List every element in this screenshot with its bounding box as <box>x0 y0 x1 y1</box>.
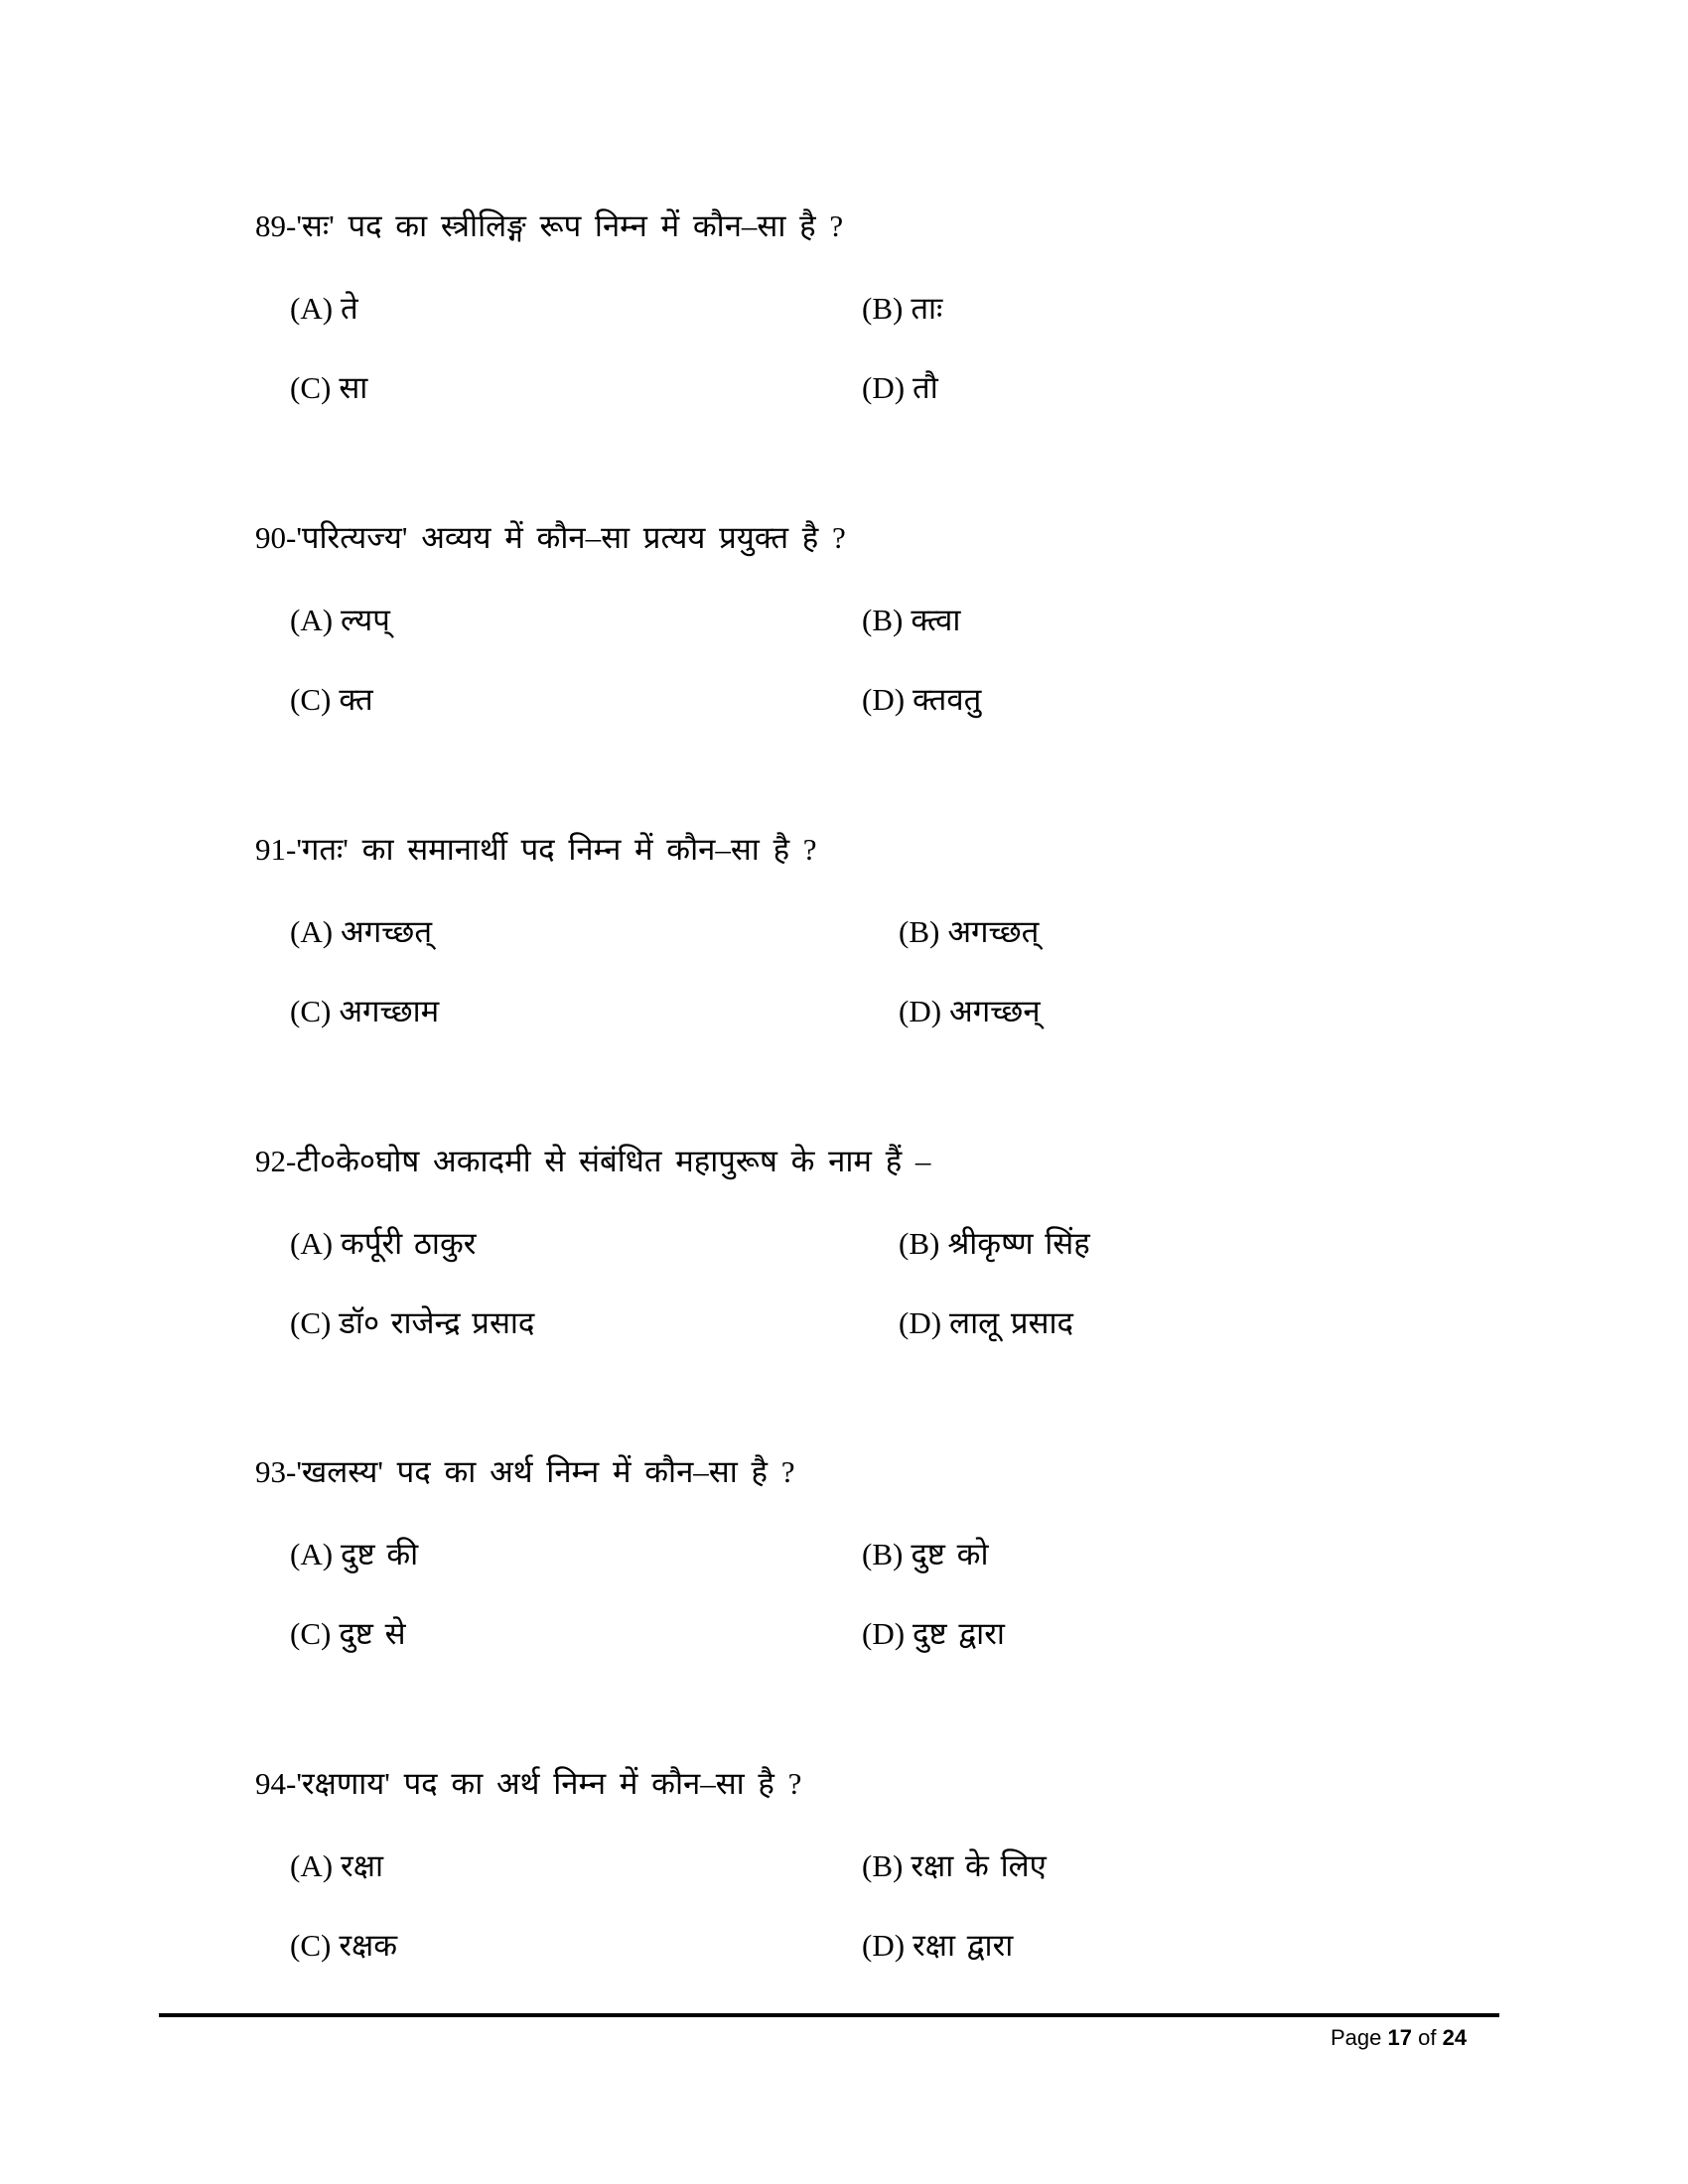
of-word: of <box>1418 2025 1437 2050</box>
option-text: दुष्ट द्वारा <box>913 1616 1005 1651</box>
option-b <box>862 289 942 329</box>
option-a <box>290 601 390 640</box>
option-d <box>862 1614 1005 1654</box>
option-label: (D) <box>862 370 906 405</box>
question-number: 89- <box>255 208 297 243</box>
option-a <box>290 912 432 952</box>
option-label: (A) <box>290 1848 334 1883</box>
question-text <box>255 518 846 558</box>
option-text: सा <box>339 370 368 405</box>
option-text: अगच्छन् <box>949 994 1041 1028</box>
option-label: (C) <box>290 370 332 405</box>
question-prompt: 'रक्षणाय' पद का अर्थ निम्न में कौन–सा है ? <box>296 1766 802 1801</box>
option-label: (B) <box>899 914 940 949</box>
question-number: 93- <box>255 1454 297 1489</box>
option-label: (D) <box>862 1616 906 1651</box>
option-c <box>290 1614 406 1654</box>
option-d <box>862 680 981 720</box>
option-text: क्तवतु <box>913 682 982 717</box>
option-text: रक्षा द्वारा <box>913 1928 1014 1963</box>
option-label: (A) <box>290 603 334 637</box>
option-label: (B) <box>862 291 904 326</box>
option-b <box>899 912 1039 952</box>
option-text: ते <box>341 291 358 326</box>
option-label: (C) <box>290 1305 332 1340</box>
option-text: दुष्ट की <box>341 1537 419 1571</box>
question-prompt: टी०के०घोष अकादमी से संबंधित महापुरूष के नाम हैं – <box>296 1144 931 1178</box>
option-c <box>290 680 373 720</box>
question-prompt: 'सः' पद का स्त्रीलिङ्ग रूप निम्न में कौन–सा है ? <box>296 208 844 243</box>
question-text <box>255 830 817 870</box>
option-label: (A) <box>290 1226 334 1261</box>
option-text: क्त्वा <box>911 603 961 637</box>
option-text: रक्षा के लिए <box>911 1848 1047 1883</box>
question-number: 92- <box>255 1144 297 1178</box>
page-number <box>1331 2025 1467 2051</box>
option-label: (D) <box>862 1928 906 1963</box>
option-text: कर्पूरी ठाकुर <box>341 1226 477 1261</box>
footer-divider <box>159 2013 1499 2017</box>
option-a <box>290 1224 476 1264</box>
question-number: 94- <box>255 1766 297 1801</box>
option-label: (A) <box>290 291 334 326</box>
option-text: लालू प्रसाद <box>949 1305 1073 1340</box>
option-text: क्त <box>339 682 373 717</box>
option-b <box>899 1224 1090 1264</box>
option-text: ल्यप् <box>341 603 390 637</box>
option-c <box>290 368 367 408</box>
option-text: रक्षक <box>339 1928 398 1963</box>
page-word: Page <box>1331 2025 1382 2050</box>
option-label: (A) <box>290 1537 334 1571</box>
option-c <box>290 1926 397 1966</box>
option-text: दुष्ट से <box>339 1616 406 1651</box>
option-d <box>862 1926 1013 1966</box>
option-text: तौ <box>913 370 938 405</box>
option-text: ताः <box>911 291 943 326</box>
option-label: (B) <box>862 1848 904 1883</box>
option-text: रक्षा <box>341 1848 383 1883</box>
option-b <box>862 1535 988 1574</box>
option-text: दुष्ट को <box>911 1537 989 1571</box>
current-page: 17 <box>1387 2025 1412 2050</box>
option-label: (D) <box>899 1305 942 1340</box>
option-text: अगच्छत् <box>341 914 432 949</box>
option-text: अगच्छत् <box>947 914 1040 949</box>
question-prompt: 'गतः' का समानार्थी पद निम्न में कौन–सा है ? <box>296 832 817 867</box>
question-prompt: 'खलस्य' पद का अर्थ निम्न में कौन–सा है ? <box>296 1454 795 1489</box>
option-a <box>290 1846 383 1886</box>
option-a <box>290 289 358 329</box>
option-label: (C) <box>290 994 332 1028</box>
question-text <box>255 1142 930 1181</box>
question-number: 91- <box>255 832 297 867</box>
question-text <box>255 1764 801 1804</box>
question-text <box>255 206 843 246</box>
option-label: (B) <box>862 603 904 637</box>
option-d <box>899 1303 1073 1343</box>
option-label: (C) <box>290 1616 332 1651</box>
option-d <box>862 368 938 408</box>
option-c <box>290 1303 534 1343</box>
option-label: (C) <box>290 682 332 717</box>
option-label: (B) <box>899 1226 940 1261</box>
question-text <box>255 1452 794 1492</box>
option-text: अगच्छाम <box>339 994 440 1028</box>
option-label: (D) <box>899 994 942 1028</box>
question-number: 90- <box>255 520 297 555</box>
option-d <box>899 992 1041 1031</box>
option-text: श्रीकृष्ण सिंह <box>947 1226 1090 1261</box>
option-a <box>290 1535 418 1574</box>
total-pages: 24 <box>1442 2025 1468 2050</box>
option-label: (A) <box>290 914 334 949</box>
option-c <box>290 992 439 1031</box>
option-label: (B) <box>862 1537 904 1571</box>
option-b <box>862 601 960 640</box>
option-label: (C) <box>290 1928 332 1963</box>
option-text: डॉ० राजेन्द्र प्रसाद <box>339 1305 535 1340</box>
question-prompt: 'परित्यज्य' अव्यय में कौन–सा प्रत्यय प्रयुक्त है ? <box>296 520 846 555</box>
option-b <box>862 1846 1047 1886</box>
option-label: (D) <box>862 682 906 717</box>
